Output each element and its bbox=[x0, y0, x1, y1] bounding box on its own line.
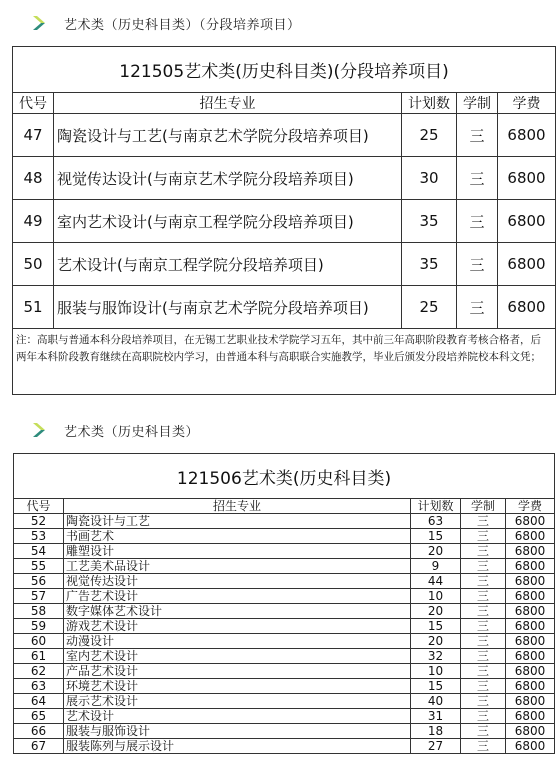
table-note: 注：高职与普通本科分段培养项目，在无锡工艺职业技术学院学习五年，其中前三年高职阶段教育考核合格者，后两年本科阶段教育继续在高职院校内学习，由普通本科与高职联合实施教学，毕业后颁发分段培养院校本科文凭； bbox=[13, 329, 556, 395]
row-fee: 6800 bbox=[498, 114, 556, 157]
row-code: 60 bbox=[14, 634, 64, 649]
row-major: 工艺美术品设计 bbox=[64, 559, 411, 574]
row-years: 三 bbox=[461, 709, 506, 724]
section-title: 艺术类（历史科目类）（分段培养项目） bbox=[64, 17, 301, 33]
row-plan: 35 bbox=[402, 200, 457, 243]
column-header-code: 代号 bbox=[13, 93, 54, 114]
row-years: 三 bbox=[461, 739, 506, 754]
section-1-heading bbox=[32, 12, 301, 34]
row-plan: 10 bbox=[411, 589, 461, 604]
table-row bbox=[13, 286, 556, 329]
row-years: 三 bbox=[457, 286, 498, 329]
row-plan: 25 bbox=[402, 286, 457, 329]
row-code: 53 bbox=[14, 529, 64, 544]
row-fee: 6800 bbox=[506, 514, 555, 529]
column-header-plan: 计划数 bbox=[402, 93, 457, 114]
row-fee: 6800 bbox=[506, 649, 555, 664]
row-plan: 15 bbox=[411, 529, 461, 544]
table-row bbox=[13, 157, 556, 200]
table-row bbox=[14, 589, 555, 604]
column-header-years: 学制 bbox=[461, 499, 506, 514]
row-code: 55 bbox=[14, 559, 64, 574]
row-major: 艺术设计(与南京工程学院分段培养项目) bbox=[54, 243, 402, 286]
row-major: 视觉传达设计(与南京艺术学院分段培养项目) bbox=[54, 157, 402, 200]
row-years: 三 bbox=[461, 544, 506, 559]
row-plan: 27 bbox=[411, 739, 461, 754]
row-plan: 20 bbox=[411, 544, 461, 559]
row-fee: 6800 bbox=[506, 529, 555, 544]
row-major: 服装陈列与展示设计 bbox=[64, 739, 411, 754]
row-major: 产品艺术设计 bbox=[64, 664, 411, 679]
row-years: 三 bbox=[457, 157, 498, 200]
section-title: 艺术类（历史科目类） bbox=[64, 424, 200, 440]
row-plan: 31 bbox=[411, 709, 461, 724]
row-years: 三 bbox=[457, 200, 498, 243]
row-fee: 6800 bbox=[506, 634, 555, 649]
table-row bbox=[14, 544, 555, 559]
table-row bbox=[14, 694, 555, 709]
table-row bbox=[14, 709, 555, 724]
row-code: 62 bbox=[14, 664, 64, 679]
column-header-fee: 学费 bbox=[506, 499, 555, 514]
chevron-right-icon bbox=[32, 422, 46, 438]
row-plan: 32 bbox=[411, 649, 461, 664]
row-years: 三 bbox=[461, 589, 506, 604]
row-fee: 6800 bbox=[498, 243, 556, 286]
program-table-121506 bbox=[13, 453, 555, 754]
row-code: 63 bbox=[14, 679, 64, 694]
row-fee: 6800 bbox=[506, 664, 555, 679]
row-plan: 40 bbox=[411, 694, 461, 709]
table-row bbox=[14, 619, 555, 634]
row-plan: 44 bbox=[411, 574, 461, 589]
row-code: 65 bbox=[14, 709, 64, 724]
row-years: 三 bbox=[461, 574, 506, 589]
row-plan: 35 bbox=[402, 243, 457, 286]
row-fee: 6800 bbox=[498, 200, 556, 243]
table-title: 121505艺术类(历史科目类)(分段培养项目) bbox=[13, 47, 556, 93]
row-code: 56 bbox=[14, 574, 64, 589]
table-row bbox=[14, 514, 555, 529]
row-years: 三 bbox=[461, 559, 506, 574]
row-plan: 63 bbox=[411, 514, 461, 529]
row-fee: 6800 bbox=[506, 559, 555, 574]
row-years: 三 bbox=[461, 514, 506, 529]
row-code: 58 bbox=[14, 604, 64, 619]
row-fee: 6800 bbox=[506, 739, 555, 754]
row-fee: 6800 bbox=[506, 544, 555, 559]
row-years: 三 bbox=[461, 724, 506, 739]
row-plan: 20 bbox=[411, 634, 461, 649]
row-major: 雕塑设计 bbox=[64, 544, 411, 559]
table-row bbox=[14, 559, 555, 574]
row-code: 50 bbox=[13, 243, 54, 286]
row-fee: 6800 bbox=[506, 589, 555, 604]
table-row bbox=[14, 724, 555, 739]
row-fee: 6800 bbox=[506, 619, 555, 634]
column-header-major: 招生专业 bbox=[64, 499, 411, 514]
table-row bbox=[14, 529, 555, 544]
row-major: 室内艺术设计(与南京工程学院分段培养项目) bbox=[54, 200, 402, 243]
column-header-code: 代号 bbox=[14, 499, 64, 514]
table-title: 121506艺术类(历史科目类) bbox=[14, 454, 555, 499]
row-major: 服装与服饰设计 bbox=[64, 724, 411, 739]
column-header-fee: 学费 bbox=[498, 93, 556, 114]
section-2-heading bbox=[32, 419, 199, 441]
row-code: 51 bbox=[13, 286, 54, 329]
column-header-years: 学制 bbox=[457, 93, 498, 114]
table-row bbox=[13, 200, 556, 243]
table-row bbox=[14, 664, 555, 679]
row-fee: 6800 bbox=[506, 694, 555, 709]
row-major: 陶瓷设计与工艺(与南京艺术学院分段培养项目) bbox=[54, 114, 402, 157]
row-years: 三 bbox=[461, 529, 506, 544]
row-major: 视觉传达设计 bbox=[64, 574, 411, 589]
row-fee: 6800 bbox=[498, 286, 556, 329]
row-plan: 18 bbox=[411, 724, 461, 739]
row-fee: 6800 bbox=[506, 604, 555, 619]
row-code: 64 bbox=[14, 694, 64, 709]
row-major: 艺术设计 bbox=[64, 709, 411, 724]
table-row bbox=[14, 679, 555, 694]
row-fee: 6800 bbox=[506, 724, 555, 739]
row-major: 书画艺术 bbox=[64, 529, 411, 544]
row-code: 48 bbox=[13, 157, 54, 200]
row-plan: 9 bbox=[411, 559, 461, 574]
row-major: 广告艺术设计 bbox=[64, 589, 411, 604]
table-row bbox=[14, 739, 555, 754]
row-plan: 30 bbox=[402, 157, 457, 200]
table-row bbox=[14, 574, 555, 589]
row-major: 服装与服饰设计(与南京艺术学院分段培养项目) bbox=[54, 286, 402, 329]
table-row bbox=[14, 649, 555, 664]
row-code: 47 bbox=[13, 114, 54, 157]
table-header-row bbox=[13, 93, 556, 114]
row-code: 59 bbox=[14, 619, 64, 634]
row-fee: 6800 bbox=[506, 709, 555, 724]
row-major: 游戏艺术设计 bbox=[64, 619, 411, 634]
row-years: 三 bbox=[461, 694, 506, 709]
row-code: 67 bbox=[14, 739, 64, 754]
row-major: 数字媒体艺术设计 bbox=[64, 604, 411, 619]
row-major: 室内艺术设计 bbox=[64, 649, 411, 664]
row-years: 三 bbox=[461, 664, 506, 679]
program-table-121505 bbox=[12, 46, 556, 395]
row-years: 三 bbox=[461, 604, 506, 619]
row-major: 展示艺术设计 bbox=[64, 694, 411, 709]
row-major: 陶瓷设计与工艺 bbox=[64, 514, 411, 529]
row-years: 三 bbox=[461, 634, 506, 649]
row-years: 三 bbox=[461, 649, 506, 664]
column-header-plan: 计划数 bbox=[411, 499, 461, 514]
row-plan: 15 bbox=[411, 679, 461, 694]
row-major: 环境艺术设计 bbox=[64, 679, 411, 694]
row-years: 三 bbox=[457, 114, 498, 157]
row-years: 三 bbox=[461, 679, 506, 694]
row-code: 54 bbox=[14, 544, 64, 559]
row-fee: 6800 bbox=[506, 574, 555, 589]
row-plan: 10 bbox=[411, 664, 461, 679]
row-major: 动漫设计 bbox=[64, 634, 411, 649]
row-years: 三 bbox=[461, 619, 506, 634]
row-fee: 6800 bbox=[506, 679, 555, 694]
row-plan: 15 bbox=[411, 619, 461, 634]
row-code: 57 bbox=[14, 589, 64, 604]
row-code: 52 bbox=[14, 514, 64, 529]
table-row bbox=[14, 604, 555, 619]
table-row bbox=[14, 634, 555, 649]
row-fee: 6800 bbox=[498, 157, 556, 200]
column-header-major: 招生专业 bbox=[54, 93, 402, 114]
table-row bbox=[13, 114, 556, 157]
row-code: 61 bbox=[14, 649, 64, 664]
row-code: 49 bbox=[13, 200, 54, 243]
row-plan: 25 bbox=[402, 114, 457, 157]
row-code: 66 bbox=[14, 724, 64, 739]
chevron-right-icon bbox=[32, 15, 46, 31]
table-row bbox=[13, 243, 556, 286]
row-years: 三 bbox=[457, 243, 498, 286]
table-header-row bbox=[14, 499, 555, 514]
row-plan: 20 bbox=[411, 604, 461, 619]
